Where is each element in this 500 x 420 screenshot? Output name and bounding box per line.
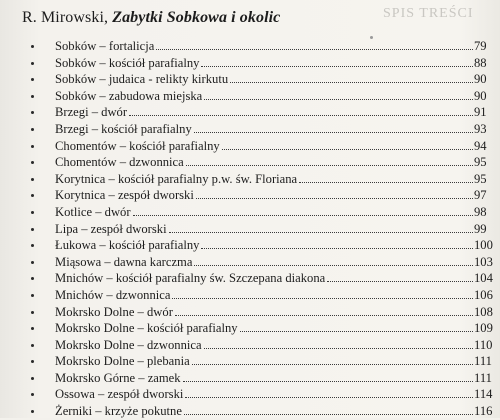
toc-page-number: 116 [474,404,493,419]
toc-entry-line [55,187,488,204]
toc-page-number: 93 [474,121,487,136]
toc-entry-title: Mokrsko Dolne – plebania [55,354,190,369]
toc-entry-line [55,71,488,88]
bullet-icon [31,161,34,164]
author-name: R. Mirowski, [22,9,113,26]
dot-leader [299,182,473,183]
toc-entry-line [55,204,488,221]
bullet-icon [31,410,34,413]
bullet-icon [31,145,34,148]
toc-entry [0,88,500,105]
toc-entry [0,221,500,238]
bullet-icon [31,211,34,214]
toc-entry [0,171,500,188]
bullet-icon [31,194,34,197]
toc-page-number: 97 [474,188,487,203]
toc-page-number: 111 [474,354,492,369]
dot-leader [240,331,473,332]
toc-entry-title: Sobków – kościół parafialny [55,55,200,70]
toc-entry-title: Mokrsko Dolne – kościół parafialny [55,321,238,336]
dot-leader [327,281,473,282]
bullet-icon [31,277,34,280]
dot-leader [204,348,473,349]
toc-entry [0,337,500,354]
toc-entry-title: Mnichów – dzwonnica [55,287,171,302]
toc-entry-line [55,304,493,321]
toc-entry-line [55,237,493,254]
toc-page-number: 95 [474,171,487,186]
toc-entry-title: Mokrsko Dolne – dwór [55,304,173,319]
running-header [22,9,280,27]
toc-entry-line [55,337,493,354]
toc-page-number: 90 [474,72,487,87]
toc-entry-title: Sobków – fortalicja [55,39,155,53]
bullet-icon [31,95,34,98]
toc-entry-line [55,121,488,138]
toc-entry-line [55,88,488,105]
toc-entry [0,138,500,155]
toc-entry [0,187,500,204]
toc-page-number: 114 [474,387,493,402]
bullet-icon [31,393,34,396]
toc-entry-line [55,55,488,72]
toc-entry-title: Mnichów – kościół parafialny św. Szczepana diakona [55,271,326,286]
toc-entry-line [55,270,493,287]
toc-entry-title: Korytnica – kościół parafialny p.w. św. Floriana [55,171,298,186]
dot-leader [185,397,473,398]
book-title: Zabytki Sobkowa i okolic [112,9,281,26]
dot-leader [175,315,473,316]
toc-entry-title: Lipa – zespół dworski [55,221,167,236]
bullet-icon [31,45,34,48]
show-through-heading: SPIS TREŚCI [383,6,474,21]
toc-entry [0,254,500,271]
dot-leader [194,132,473,133]
toc-entry [0,320,500,337]
dot-leader [129,115,473,116]
toc-page-number: 88 [474,55,487,70]
toc-entry-title: Miąsowa – dawna karczma [55,254,193,269]
toc-entry [0,55,500,72]
dot-leader [222,149,473,150]
bullet-icon [31,360,34,363]
dot-leader [204,99,473,100]
toc-entry-line [55,320,493,337]
toc-page-number: 94 [474,138,487,153]
toc-entry-title: Sobków – zabudowa miejska [55,88,203,103]
dot-leader [201,66,473,67]
toc-entry-title: Łukowa – kościół parafialny [55,238,200,253]
bullet-icon [31,377,34,380]
toc-entry-line [55,221,488,238]
toc-entry-line [55,287,493,304]
toc-entry-title: Kotlice – dwór [55,204,131,219]
bullet-icon [31,311,34,314]
toc-page-number: 100 [474,238,493,253]
bullet-icon [31,294,34,297]
dot-leader [230,82,473,83]
toc-entry [0,38,500,55]
toc-entry [0,237,500,254]
toc-entry [0,270,500,287]
dot-leader [183,381,473,382]
toc-entry [0,353,500,370]
toc-entry-title: Mokrsko Górne – zamek [55,370,181,385]
table-of-contents [0,38,500,420]
toc-page-number: 90 [474,88,487,103]
toc-entry [0,304,500,321]
bullet-icon [31,178,34,181]
toc-page-number: 79 [474,39,487,53]
toc-page-number: 111 [474,370,492,385]
toc-entry [0,121,500,138]
toc-entry [0,154,500,171]
toc-entry [0,104,500,121]
dot-leader [184,414,473,415]
bullet-icon [31,128,34,131]
toc-entry [0,370,500,387]
toc-entry-line [55,171,488,188]
toc-entry-line [55,104,488,121]
dot-leader [194,265,473,266]
dot-leader [196,198,473,199]
bullet-icon [31,228,34,231]
toc-entry-line [55,403,493,420]
toc-page-number: 109 [474,321,493,336]
toc-entry-title: Chomentów – kościół parafialny [55,138,220,153]
toc-page-number: 110 [474,337,493,352]
toc-page-number: 103 [474,254,493,269]
toc-entry [0,403,500,420]
bullet-icon [31,344,34,347]
bullet-icon [31,261,34,264]
bullet-icon [31,244,34,247]
toc-entry-title: Mokrsko Dolne – dzwonnica [55,337,202,352]
toc-entry [0,204,500,221]
toc-entry-line [55,38,488,55]
toc-entry [0,71,500,88]
bullet-icon [31,78,34,81]
toc-entry [0,386,500,403]
toc-page-number: 99 [474,221,487,236]
dot-leader [133,215,473,216]
toc-page-number: 104 [474,271,493,286]
dot-leader [192,364,473,365]
toc-entry-line [55,353,492,370]
dot-leader [169,232,473,233]
bullet-icon [31,62,34,65]
toc-entry-title: Chomentów – dzwonnica [55,155,184,170]
toc-entry-title: Brzegi – kościół parafialny [55,121,192,136]
bullet-icon [31,327,34,330]
toc-entry [0,287,500,304]
toc-entry-title: Korytnica – zespół dworski [55,188,194,203]
dot-leader [172,298,473,299]
toc-page-number: 95 [474,155,487,170]
toc-entry-title: Żerniki – krzyże pokutne [55,404,182,419]
dot-leader [186,165,473,166]
toc-entry-line [55,386,493,403]
toc-entry-line [55,370,492,387]
toc-page-number: 108 [474,304,493,319]
toc-page-number: 91 [474,105,487,120]
dot-leader [156,49,473,50]
toc-entry-line [55,154,488,171]
toc-entry-line [55,254,493,271]
toc-entry-title: Brzegi – dwór [55,105,128,120]
toc-entry-title: Ossowa – zespół dworski [55,387,184,402]
bullet-icon [31,111,34,114]
toc-entry-title: Sobków – judaica - relikty kirkutu [55,72,229,87]
dot-leader [201,248,473,249]
toc-page-number: 98 [474,204,487,219]
toc-page-number: 106 [474,287,493,302]
toc-entry-line [55,138,488,155]
